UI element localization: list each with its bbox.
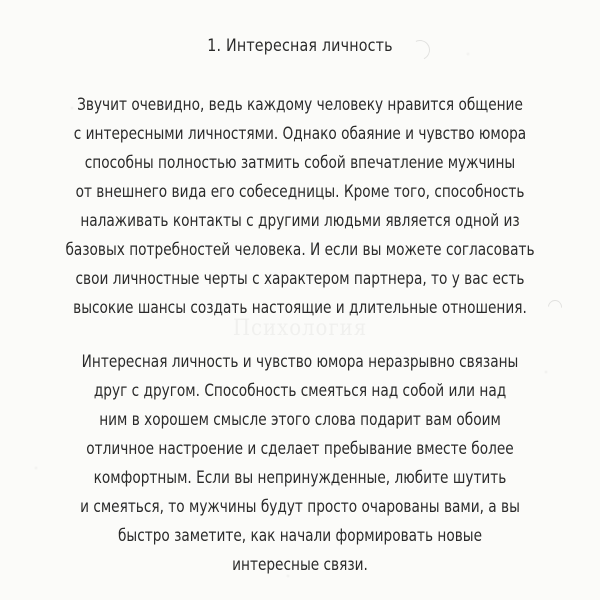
text-line: Звучит очевидно, ведь каждому человеку нравится общение	[77, 95, 523, 115]
text-line: свои личностные черты с характером партнера, то у вас есть	[75, 269, 525, 289]
text-line: налаживать контакты с другими людьми является одной из	[80, 211, 520, 231]
text-line: и смеяться, то мужчины будут просто очарованы вами, а вы	[80, 497, 520, 517]
text-line: с интересными личностями. Однако обаяние и чувство юмора	[73, 124, 527, 144]
text-line: от внешнего вида его собеседницы. Кроме того, способность	[75, 182, 525, 202]
paragraph-1	[0, 91, 600, 323]
text-line: способны полностью затмить собой впечатление мужчины	[84, 153, 516, 173]
text-line: друг с другом. Способность смеяться над собой или над	[93, 381, 507, 401]
section-title: 1. Интересная личность	[207, 36, 393, 56]
text-line: ним в хорошем смысле этого слова подарит вам обоим	[99, 410, 501, 430]
text-line: высокие шансы создать настоящие и длительные отношения.	[73, 298, 527, 318]
text-line: Интересная личность и чувство юмора неразрывно связаны	[81, 352, 519, 372]
paragraph-2	[0, 348, 600, 580]
text-line: комфортным. Если вы непринужденные, любите шутить	[93, 468, 507, 488]
text-line: базовых потребностей человека. И если вы можете согласовать	[65, 240, 535, 260]
text-line: быстро заметите, как начали формировать новые	[117, 526, 483, 546]
watermark: Психология	[232, 316, 368, 341]
text-line: интересные связи.	[232, 555, 368, 575]
text-line: отличное настроение и сделает пребывание вместе более	[86, 439, 514, 459]
